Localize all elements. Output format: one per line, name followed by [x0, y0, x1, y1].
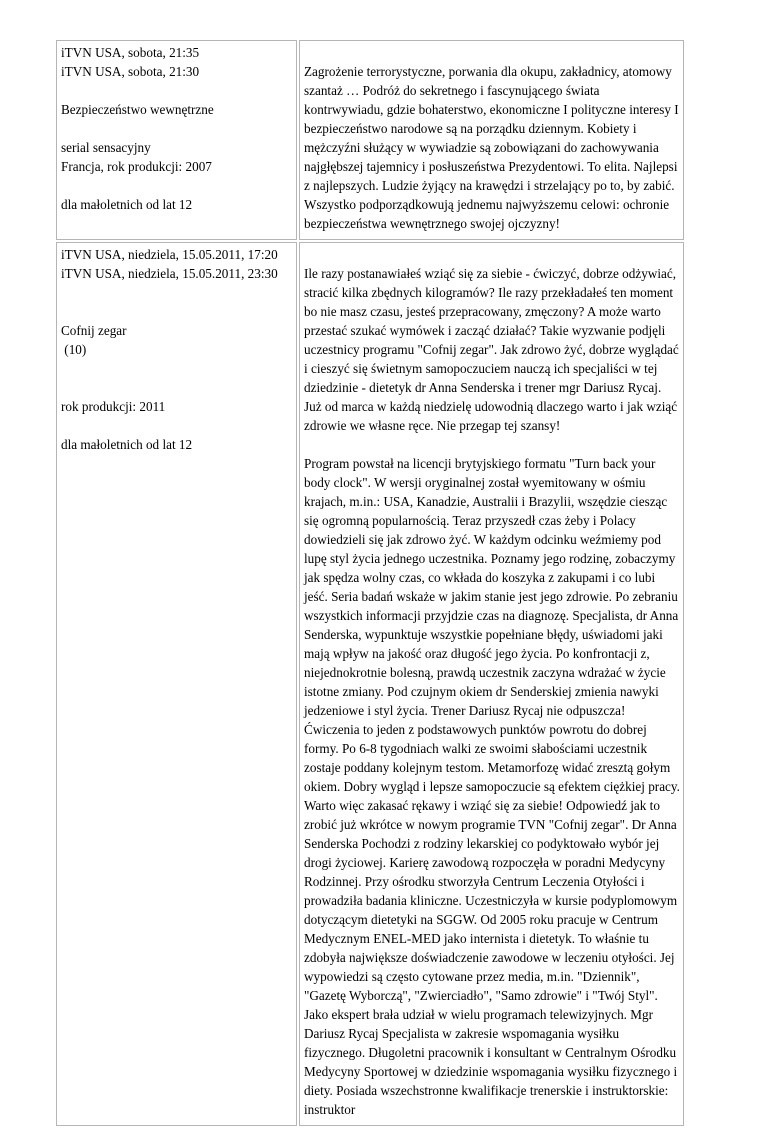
airing-time: iTVN USA, sobota, 21:30 — [61, 64, 200, 79]
airing-times — [61, 245, 293, 283]
program-title: Cofnij zegar — [61, 323, 127, 338]
program-meta — [61, 138, 293, 176]
program-description: Zagrożenie terrorystyczne, porwania dla okupu, zakładnicy, atomowy szantaż … Podróż do sekretnego i fascynującego świata kontrwywiadu, gdzie bohaterstwo, ekonomiczne I polityczne interesy I bezpieczeństwo narodowe są na porządku dziennym. Kobiety i mężczyźni służący w wywiadzie są zobowiązani do zachowywania najgłębszej tajemnicy i posłuszeństwa Prezydentowi. To elita. Najlepsi z najlepszych. Ludzie żyjący na krawędzi i strzelający po to, by zabić. Wszystko podporządkowują jednemu najwyższemu celowi: ochronie bezpieczeństwa wewnętrznego swojej ojczyzny! — [304, 64, 679, 231]
program-origin: Francja, rok produkcji: 2007 — [61, 159, 212, 174]
program-title: Bezpieczeństwo wewnętrzne — [61, 102, 214, 117]
program-genre: serial sensacyjny — [61, 140, 151, 155]
program-description-cell — [299, 40, 684, 240]
airing-time: iTVN USA, niedziela, 15.05.2011, 17:20 — [61, 247, 278, 262]
program-title-group — [61, 321, 293, 359]
program-info-cell — [56, 40, 297, 240]
program-description-extended: Program powstał na licencji brytyjskiego formatu "Turn back your body clock". W wersji oryginalnej został wyemitowany w ośmiu krajach, m.in.: USA, Kanadzie, Australii i Brazylii, wszędzie ciesząc się ogromną popularnością. Teraz przyszedł czas żeby i Polacy dowiedzieli się jak zdrowo żyć. W każdym odcinku weźmiemy pod lupę styl życia jednego uczestnika. Poznamy jego rodzinę, zobaczymy jak spędza wolny czas, co wkłada do koszyka z zakupami i co lubi jeść. Seria badań wskaże w jakim stanie jest jego zdrowie. Po zebraniu wszystkich informacji przyjdzie czas na diagnozę. Specjalista, dr Anna Senderska, wypunktuje wszystkie popełniane błędy, uświadomi jaki mają wpływ na jakość oraz długość jego życia. Po konfrontacji z, niejednokrotnie bolesną, prawdą uczestnik zaczyna wdrażać w życie istotne zmiany. Pod czujnym okiem dr Senderskiej zmienia nawyki jedzeniowe i styl życia. Trener Dariusz Rycaj nie odpuszcza! Ćwiczenia to jeden z podstawowych punktów powrotu do dobrej formy. Po 6-8 tygodniach walki ze swoimi słabościami uczestnik zostaje poddany kolejnym testom. Metamorfozę widać zresztą gołym okiem. Dobry wygląd i lepsze samopoczucie są efektem ciężkiej pracy. Warto więc zakasać rękawy i wziąć się za siebie! Odpowiedź jak to zrobić już wkrótce w nowym programie TVN "Cofnij zegar". Dr Anna Senderska Pochodzi z rodziny lekarskiej co podyktowało wybór jej drogi życiowej. Karierę zawodową rozpoczęła w poradni Medycyny Rodzinnej. Przy ośrodku stworzyła Centrum Leczenia Otyłości i prowadziła badania kliniczne. Uczestniczyła w kursie podyplomowym dotyczącym dietetyki na SGGW. Od 2005 roku pracuje w Centrum Medycznym ENEL-MED jako internista i dietetyk. To właśnie tu zdobyła największe doświadczenie zawodowe w leczeniu otyłości. Jej wypowiedzi są często cytowane przez media, m.in. "Dziennik", "Gazetę Wyborczą", "Zwierciadło", "Samo zdrowie" i "Twój Styl". Jako ekspert brała udział w wielu programach telewizyjnych. Mgr Dariusz Rycaj Specjalista w zakresie wspomagania wysiłku fizycznego. Długoletni pracownik i konsultant w Centralnym Ośrodku Medycyny Sportowej w dziedzinie wspomagania wysiłku fizycznego i diety. Posiada wszechstronne kwalifikacje trenerskie i instruktorskie: instruktor — [304, 456, 680, 1117]
airing-time: iTVN USA, niedziela, 15.05.2011, 23:30 — [61, 266, 278, 281]
production-year: rok produkcji: 2011 — [61, 399, 166, 414]
program-description: Ile razy postanawiałeś wziąć się za siebie - ćwiczyć, dobrze odżywiać, stracić kilka zbędnych kilogramów? Ile razy przekładałeś ten moment bo nie masz czasu, jesteś przepracowany, zmęczony? A może warto przestać szukać wymówek i zacząć działać? Takie wyzwanie podjęli uczestnicy programu "Cofnij zegar". Jak zdrowo żyć, dobrze wyglądać i cieszyć się świetnym samopoczuciem nauczą ich specjaliści w tej dziedzinie - dietetyk dr Anna Senderska i trener mgr Dariusz Rycaj. Już od marca w każdą niedzielę udowodnią dlaczego warto i jak wziąć zdrowie we własne ręce. Nie przegap tej szansy! — [304, 266, 679, 433]
airing-time: iTVN USA, sobota, 21:35 — [61, 45, 200, 60]
airing-times — [61, 43, 293, 81]
tv-listing-table — [54, 38, 686, 1128]
program-description-cell — [299, 242, 684, 1126]
episode-number: (10) — [61, 342, 87, 357]
age-rating: dla małoletnich od lat 12 — [61, 437, 193, 452]
program-info-cell — [56, 242, 297, 1126]
program-row — [56, 242, 684, 1126]
program-row — [56, 40, 684, 240]
age-rating: dla małoletnich od lat 12 — [61, 197, 193, 212]
